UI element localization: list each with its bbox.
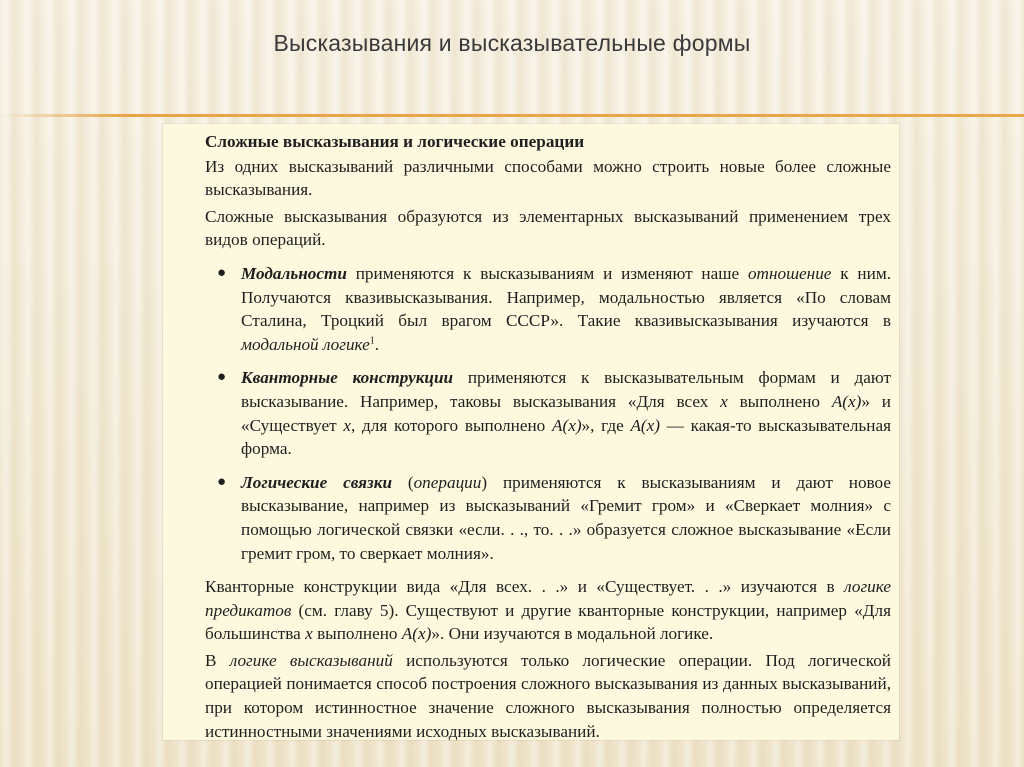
text-segment: выполнено (727, 391, 832, 411)
text-segment: ) применяются к высказываниям и дают новое высказывание, например из высказываний «Гремит гром» и «Сверкает молния» с помощью логической связки «если. . ., то. . .» образуется сложное высказывание «Если гремит гром, то сверкает молния». (241, 472, 891, 563)
text-segment: . (374, 334, 380, 354)
document-page (163, 124, 899, 740)
italic-segment: логике высказываний (229, 650, 393, 670)
text-segment: к ним. Получаются квазивысказывания. Например, модальностью является «По словам Сталина, Троцкий был врагом СССР». Такие квазивысказывания изучаются в (241, 263, 891, 331)
italic-segment: модальной логике (241, 334, 370, 354)
footnote-marker: 1 (369, 335, 375, 347)
text-segment: — какая-то высказывательная форма. (241, 415, 891, 459)
list-item-connectives (205, 471, 891, 565)
text-segment: В (205, 650, 230, 670)
italic-segment: отношение (747, 263, 832, 283)
list-item-modality (205, 262, 891, 356)
text-segment: используются только логические операции. Под логической операцией понимается способ построения сложного высказывания из данных высказываний, при котором истинностное значение сложного высказывания полностью определяется истинностными значениями исходных высказываний. (205, 650, 891, 741)
italic-segment: операции (413, 472, 482, 492)
bullet-icon: ● (217, 473, 227, 490)
list-item-quantifiers (205, 366, 891, 460)
text-segment: ». Они изучаются в модальной логике. (431, 624, 714, 644)
paragraph-1: Из одних высказываний различными способами можно строить новые более сложные высказывания. (205, 156, 891, 200)
text-segment: , для которого выполнено (351, 415, 552, 435)
paragraph-4 (205, 649, 891, 743)
text-segment: применяются к высказываниям и изменяют наше (346, 263, 748, 283)
text-segment: выполнено (312, 624, 402, 644)
bullet-icon: ● (217, 369, 227, 386)
operations-list (205, 262, 891, 565)
bullet-icon: ● (217, 264, 227, 281)
text-segment: применяются к высказывательным формам и дают высказывание. Например, таковы высказывания «Для всех (241, 368, 891, 411)
text-segment: Кванторные конструкции вида «Для всех. . .» и «Существует. . .» изучаются в (205, 577, 845, 597)
text-segment: (см. главу 5). Существуют и другие кванторные конструкции, например «Для большинства (205, 600, 891, 644)
italic-segment: логике предикатов (205, 577, 891, 620)
paragraph-3 (205, 575, 891, 646)
text-segment: » и «Существует (241, 391, 891, 435)
math-ax: A(x) (401, 624, 432, 644)
title-divider (0, 114, 1024, 117)
text-segment: », где (581, 415, 631, 435)
math-x: x (720, 391, 728, 411)
term-connectives: Логические связки (241, 472, 392, 492)
paragraph-2: Сложные высказывания образуются из элементарных высказываний применением трех видов операций. (205, 206, 891, 250)
term-modality: Модальности (241, 263, 347, 283)
math-x: x (343, 415, 352, 435)
math-ax: A(x) (831, 391, 862, 411)
slide-title: Высказывания и высказывательные формы (273, 30, 751, 56)
term-quantifiers: Кванторные конструкции (241, 368, 454, 388)
math-x: x (305, 624, 313, 644)
math-ax: A(x) (551, 415, 582, 435)
math-ax: A(x) (630, 415, 661, 435)
section-heading: Сложные высказывания и логические операции (205, 132, 585, 151)
text-segment: ( (392, 472, 414, 492)
